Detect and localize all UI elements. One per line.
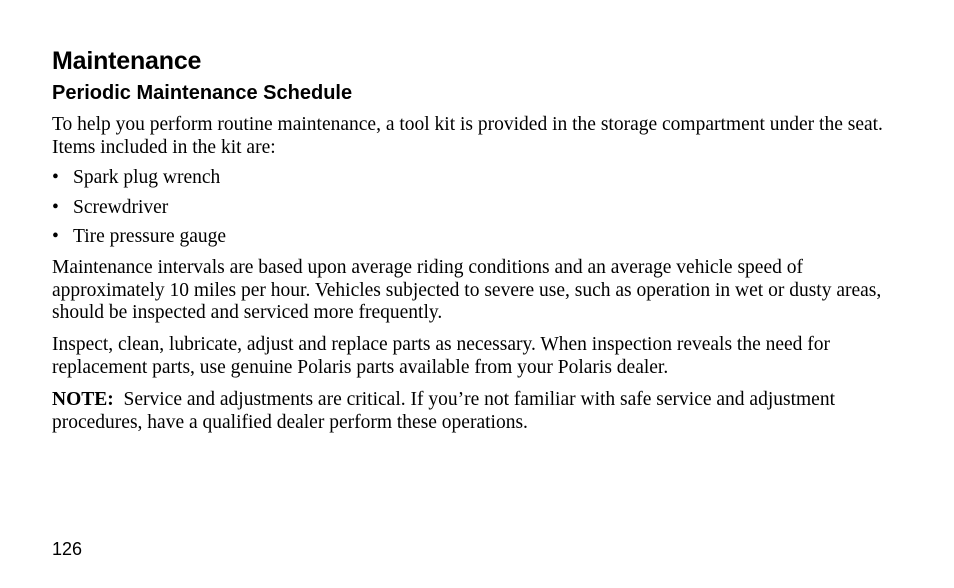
- list-item: [52, 166, 226, 196]
- list-item: [52, 196, 226, 226]
- note-text: Service and adjustments are critical. If you’re not familiar with safe service and adjustment procedures, have a qualified dealer perform these operations.: [52, 389, 835, 433]
- intervals-paragraph: Maintenance intervals are based upon average riding conditions and an average vehicle speed of approximately 10 miles per hour. Vehicles subjected to severe use, such as operation in wet or dusty areas, should be inspected and serviced more frequently.: [52, 257, 882, 323]
- list-item-text: Screwdriver: [73, 196, 169, 218]
- inspect-paragraph: Inspect, clean, lubricate, adjust and replace parts as necessary. When inspection reveals the need for replacement parts, use genuine Polaris parts available from your Polaris dealer.: [52, 334, 831, 378]
- section-title: Periodic Maintenance Schedule: [52, 82, 353, 104]
- manual-page: [52, 0, 902, 588]
- bullet-icon: •: [52, 226, 59, 247]
- page-number: 126: [52, 539, 83, 559]
- note-label: NOTE:: [52, 389, 114, 410]
- tool-kit-list: [52, 166, 226, 255]
- list-item-text: Spark plug wrench: [73, 167, 221, 188]
- bullet-icon: •: [52, 196, 59, 218]
- note-paragraph: [52, 389, 892, 434]
- list-item: [52, 225, 226, 255]
- list-item-text: Tire pressure gauge: [73, 226, 227, 247]
- intro-paragraph: To help you perform routine maintenance, a tool kit is provided in the storage compartment under the seat. Items included in the kit are:: [52, 114, 883, 158]
- page-title: Maintenance: [52, 47, 202, 75]
- bullet-icon: •: [52, 167, 59, 188]
